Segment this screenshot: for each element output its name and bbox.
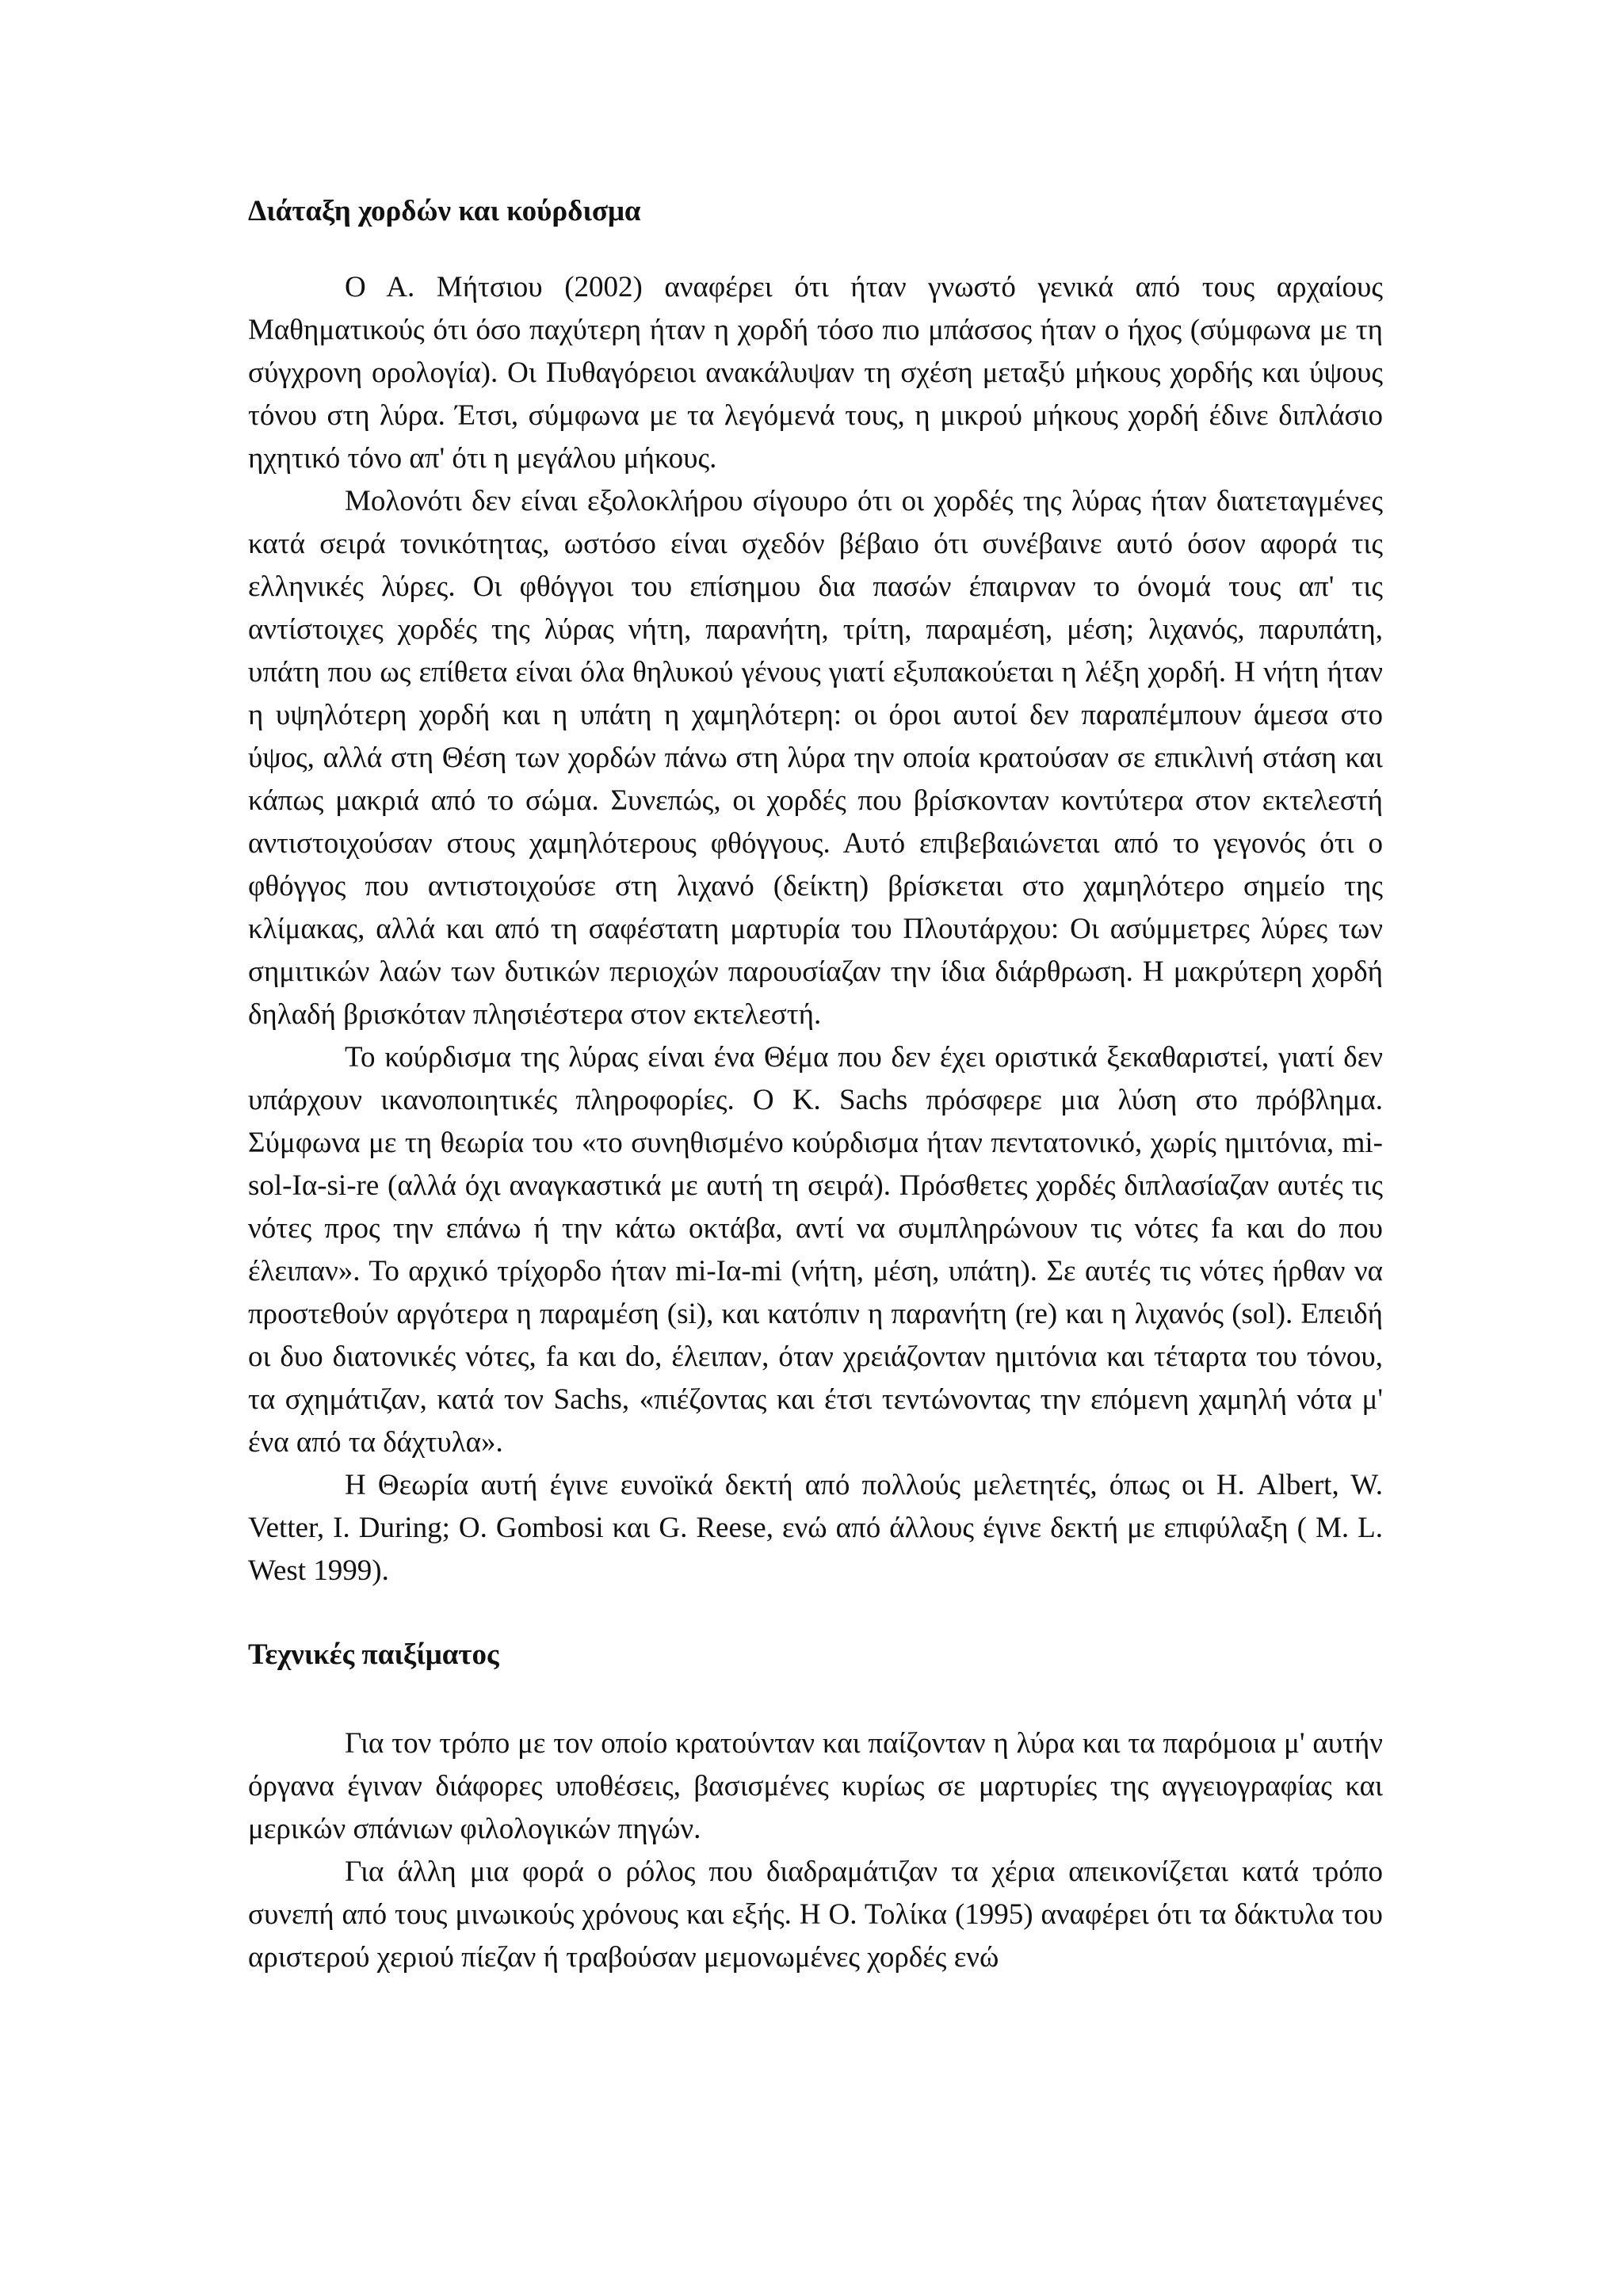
spacer [248, 1592, 1383, 1634]
section-heading-playing-techniques: Τεχνικές παιξίματος [248, 1638, 499, 1671]
paragraph-hands-role: Για άλλη μια φορά ο ρόλος που διαδραμάτιζαν τα χέρια απεικονίζεται κατά τρόπο συνεπή από τους μινωικούς χρόνους και εξής. Η Ο. Τολίκα (1995) αναφέρει ότι τα δάκτυλα του αριστερού χεριού πίεζαν ή τραβούσαν μεμονωμένες χορδές ενώ [248, 1855, 1383, 1974]
paragraph-tuning: Το κούρδισμα της λύρας είναι ένα Θέμα που δεν έχει οριστικά ξεκαθαριστεί, γιατί δεν υπάρχουν ικανοποιητικές πληροφορίες. Ο Κ. Sachs πρόσφερε μια λύση στο πρόβλημα. Σύμφωνα με τη θεωρία του «το συνηθισμένο κούρδισμα ήταν πεντατονικό, χωρίς ημιτόνια, mi-sol-Ια-si-re (αλλά όχι αναγκαστικά με αυτή τη σειρά). Πρόσθετες χορδές διπλασίαζαν αυτές τις νότες προς την επάνω ή την κάτω οκτάβα, αντί να συμπληρώνουν τις νότες fa και do που έλειπαν». Το αρχικό τρίχορδο ήταν mi-Ια-mi (νήτη, μέση, υπάτη). Σε αυτές τις νότες ήρθαν να προστεθούν αργότερα η παραμέση (si), και κατόπιν η παρανήτη (re) και η λιχανός (sol). Επειδή οι δυο διατονικές νότες, fa και do, έλειπαν, όταν χρειάζονταν ημιτόνια και τέταρτα του τόνου, τα σχημάτιζαν, κατά τον Sachs, «πιέζοντας και έτσι τεντώνοντας την επόμενη χαμηλή νότα μ' ένα από τα δάχτυλα». [248, 1041, 1383, 1459]
spacer [248, 1676, 1383, 1722]
paragraph-holding-hypotheses: Για τον τρόπο με τον οποίο κρατούνταν και παίζονταν η λύρα και τα παρόμοια μ' αυτήν όργανα έγιναν διάφορες υποθέσεις, βασισμένες κυρίως σε μαρτυρίες της αγγειογραφίας και μερικών σπάνιων φιλολογικών πηγών. [248, 1727, 1383, 1845]
spacer [248, 233, 1383, 266]
paragraph-theory-reception: Η Θεωρία αυτή έγινε ευνοϊκά δεκτή από πολλούς μελετητές, όπως οι Η. Albert, W. Vetter, I. During; O. Gombosi και G. Reese, ενώ από άλλους έγινε δεκτή με επιφύλαξη ( M. L. West 1999). [248, 1469, 1383, 1587]
section-heading-string-arrangement: Διάταξη χορδών και κούρδισμα [248, 195, 641, 227]
document-page [248, 190, 1383, 1979]
paragraph-string-order: Μολονότι δεν είναι εξολοκλήρου σίγουρο ότι οι χορδές της λύρας ήταν διατεταγμένες κατά σειρά τονικότητας, ωστόσο είναι σχεδόν βέβαιο ότι συνέβαινε αυτό όσον αφορά τις ελληνικές λύρες. Οι φθόγγοι του επίσημου δια πασών έπαιρναν το όνομά τους απ' τις αντίστοιχες χορδές της λύρας νήτη, παρανήτη, τρίτη, παραμέση, μέση; λιχανός, παρυπάτη, υπάτη που ως επίθετα είναι όλα θηλυκού γένους γιατί εξυπακούεται η λέξη χορδή. Η νήτη ήταν η υψηλότερη χορδή και η υπάτη η χαμηλότερη: οι όροι αυτοί δεν παραπέμπουν άμεσα στο ύψος, αλλά στη Θέση των χορδών πάνω στη λύρα την οποία κρατούσαν σε επικλινή στάση και κάπως μακριά από το σώμα. Συνεπώς, οι χορδές που βρίσκονταν κοντύτερα στον εκτελεστή αντιστοιχούσαν στους χαμηλότερους φθόγγους. Αυτό επιβεβαιώνεται από το γεγονός ότι ο φθόγγος που αντιστοιχούσε στη λιχανό (δείκτη) βρίσκεται στο χαμηλότερο σημείο της κλίμακας, αλλά και από τη σαφέστατη μαρτυρία του Πλουτάρχου: Οι ασύμμετρες λύρες των σημιτικών λαών των δυτικών περιοχών παρουσίαζαν την ίδια διάρθρωση. Η μακρύτερη χορδή δηλαδή βρισκόταν πλησιέστερα στον εκτελεστή. [248, 485, 1383, 1031]
paragraph-mitsiou: Ο Α. Μήτσιου (2002) αναφέρει ότι ήταν γνωστό γενικά από τους αρχαίους Μαθηματικούς ότι όσο παχύτερη ήταν η χορδή τόσο πιο μπάσσος ήταν ο ήχος (σύμφωνα με τη σύγχρονη ορολογία). Οι Πυθαγόρειοι ανακάλυψαν τη σχέση μεταξύ μήκους χορδής και ύψους τόνου στη λύρα. Έτσι, σύμφωνα με τα λεγόμενά τους, η μικρού μήκους χορδή έδινε διπλάσιο ηχητικό τόνο απ' ότι η μεγάλου μήκους. [248, 271, 1383, 475]
